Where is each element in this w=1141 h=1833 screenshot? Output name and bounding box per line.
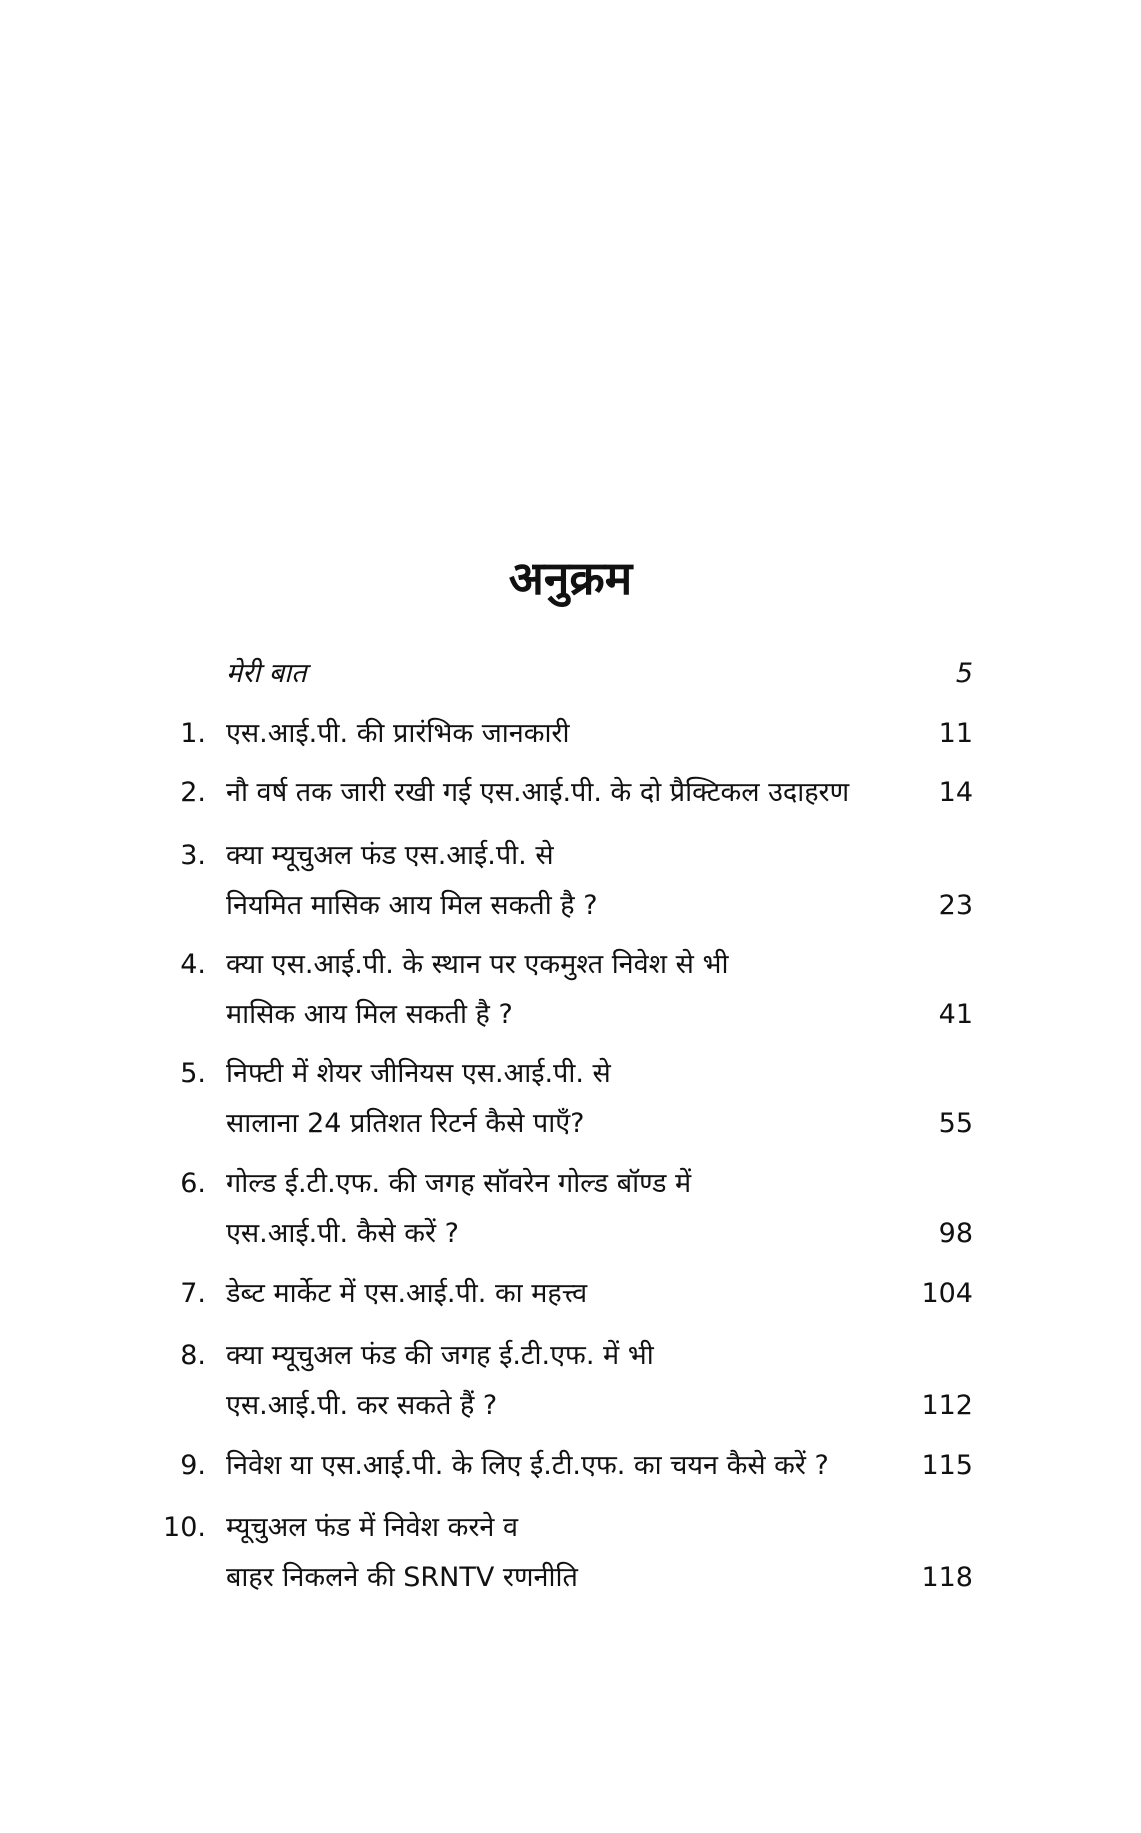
toc-entry-title-line: क्या म्यूचुअल फंड की जगह ई.टी.एफ. में भी — [226, 1340, 654, 1371]
toc-entry-continued — [0, 1556, 1141, 1600]
toc-entry-page: 118 — [921, 1562, 973, 1593]
toc-entry-continued — [0, 993, 1141, 1037]
toc-entry-page: 23 — [938, 890, 973, 921]
toc-entry-title-line: बाहर निकलने की SRNTV रणनीति — [226, 1562, 578, 1593]
toc-entry-page: 98 — [938, 1218, 973, 1249]
toc-entry-number: 3. — [180, 840, 206, 871]
toc-entry-title-line: निफ्टी में शेयर जीनियस एस.आई.पी. से — [226, 1058, 611, 1089]
toc-entry-number: 1. — [180, 718, 206, 749]
toc-entry-number: 2. — [180, 777, 206, 808]
toc-entry-number: 7. — [180, 1278, 206, 1309]
toc-entry-title-line: गोल्ड ई.टी.एफ. की जगह सॉवरेन गोल्ड बॉण्ड में — [226, 1168, 692, 1199]
toc-entry-page: 115 — [921, 1450, 973, 1481]
toc-entry-title-line: मासिक आय मिल सकती है ? — [226, 999, 513, 1030]
toc-entry-page: 11 — [938, 718, 973, 749]
toc-entry-title: एस.आई.पी. की प्रारंभिक जानकारी — [226, 718, 570, 749]
toc-entry — [0, 943, 1141, 987]
toc-entry-title: नौ वर्ष तक जारी रखी गई एस.आई.पी. के दो प्रैक्टिकल उदाहरण — [226, 777, 850, 808]
toc-entry — [0, 834, 1141, 878]
toc-entry — [0, 712, 1141, 756]
toc-entry-page: 5 — [955, 658, 973, 689]
toc-entry-title-line: एस.आई.पी. कैसे करें ? — [226, 1218, 459, 1249]
toc-entry — [0, 1052, 1141, 1096]
toc-entry-page: 14 — [938, 777, 973, 808]
toc-entry-page: 104 — [921, 1278, 973, 1309]
page-title: अनुक्रम — [508, 551, 633, 605]
toc-entry-continued — [0, 884, 1141, 928]
toc-entry — [0, 1444, 1141, 1488]
toc-entry-number: 8. — [180, 1340, 206, 1371]
toc-entry — [0, 771, 1141, 815]
toc-entry-title-line: सालाना 24 प्रतिशत रिटर्न कैसे पाएँ? — [226, 1108, 585, 1139]
toc-entry-continued — [0, 1212, 1141, 1256]
toc-entry-title: मेरी बात — [226, 658, 307, 689]
toc-entry — [0, 1272, 1141, 1316]
toc-entry-title-line: क्या एस.आई.पी. के स्थान पर एकमुश्त निवेश से भी — [226, 949, 729, 980]
toc-entry-title-line: क्या म्यूचुअल फंड एस.आई.पी. से — [226, 840, 554, 871]
toc-entry-page: 41 — [938, 999, 973, 1030]
toc-entry-title-line: म्यूचुअल फंड में निवेश करने व — [226, 1512, 518, 1543]
toc-entry-title-line: नियमित मासिक आय मिल सकती है ? — [226, 890, 598, 921]
toc-entry-page: 55 — [938, 1108, 973, 1139]
toc-entry-title: डेब्ट मार्केट में एस.आई.पी. का महत्त्व — [226, 1278, 588, 1309]
toc-entry-number: 5. — [180, 1058, 206, 1089]
toc-entry-number: 6. — [180, 1168, 206, 1199]
toc-entry-page: 112 — [921, 1390, 973, 1421]
toc-entry — [0, 652, 1141, 696]
toc-entry-title-line: एस.आई.पी. कर सकते हैं ? — [226, 1390, 498, 1421]
toc-entry-continued — [0, 1384, 1141, 1428]
toc-entry-continued — [0, 1102, 1141, 1146]
toc-entry-title: निवेश या एस.आई.पी. के लिए ई.टी.एफ. का चयन कैसे करें ? — [226, 1450, 829, 1481]
toc-entry — [0, 1334, 1141, 1378]
toc-entry-number: 10. — [163, 1512, 206, 1543]
toc-entry-number: 4. — [180, 949, 206, 980]
toc-entry — [0, 1506, 1141, 1550]
toc-entry — [0, 1162, 1141, 1206]
toc-entry-number: 9. — [180, 1450, 206, 1481]
